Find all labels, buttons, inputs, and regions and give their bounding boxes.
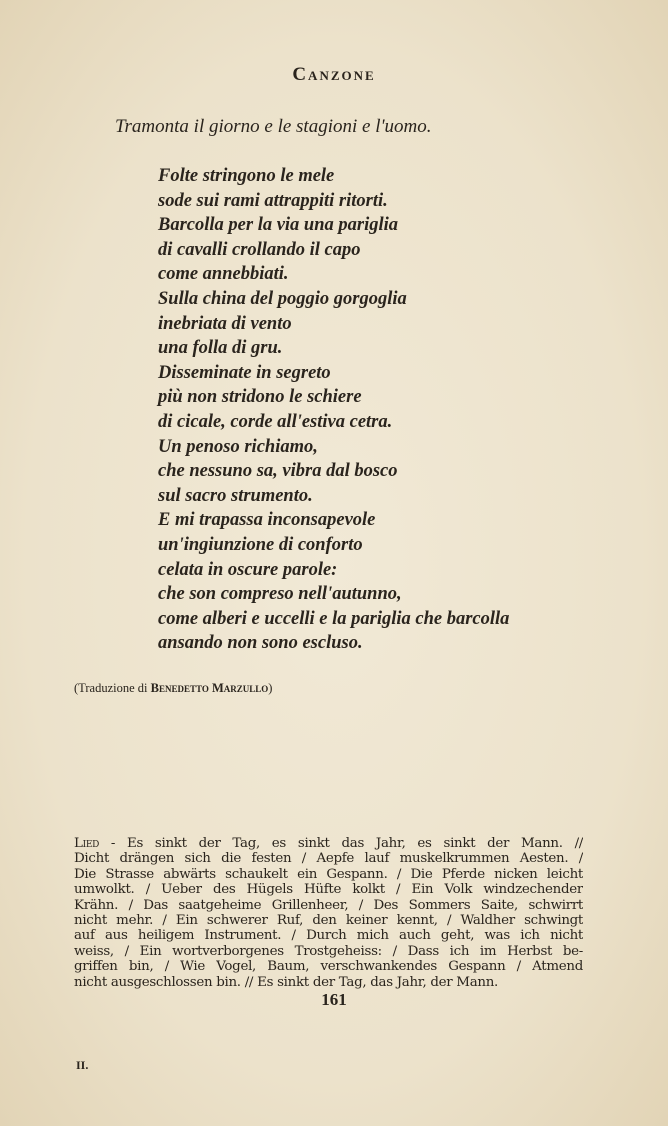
footnote-label: Lied bbox=[74, 836, 100, 851]
poem-line: Disseminate in segreto bbox=[158, 362, 331, 383]
footnote-line: auf aus heiligem Instrument. / Durch mich auch geht, was ich nicht bbox=[74, 928, 583, 944]
poem-title: Canzone bbox=[292, 64, 376, 85]
footnote-line: griffen bin, / Wie Vogel, Baum, verschwankendes Gespann / Atmend bbox=[74, 959, 583, 975]
poem-line: che nessuno sa, vibra dal bosco bbox=[158, 461, 398, 482]
poem-line: Un penoso richiamo, bbox=[158, 436, 318, 457]
footnote-line: weiss, / Ein wortverborgenes Trostgeheiss: / Dass ich im Herbst be- bbox=[74, 943, 583, 959]
footnote-line: Krähn. / Das saatgeheime Grillenheer, / Des Sommers Saite, schwirrt bbox=[74, 897, 583, 913]
poem-line: una folla di gru. bbox=[158, 338, 283, 359]
translation-prefix: (Traduzione di bbox=[74, 681, 148, 695]
footnote-line: nicht ausgeschlossen bin. // Es sinkt der Tag, das Jahr, der Mann. bbox=[74, 974, 499, 990]
footnote-line: nicht mehr. / Ein schwerer Ruf, den keiner kennt, / Waldher schwingt bbox=[74, 913, 583, 929]
translator-name: Benedetto Marzullo bbox=[150, 681, 269, 695]
footnote-line: Die Strasse abwärts schaukelt ein Gespann. / Die Pferde nicken leicht bbox=[74, 866, 583, 882]
poem-line: che son compreso nell'autunno, bbox=[158, 584, 402, 605]
poem-line: un'ingiunzione di conforto bbox=[158, 534, 363, 555]
poem-line: sode sui rami attrappiti ritorti. bbox=[158, 190, 388, 211]
footnote-text: - Es sinkt der Tag, es sinkt das Jahr, es sinkt der Mann. // bbox=[99, 836, 583, 851]
poem-line: come annebbiati. bbox=[158, 264, 289, 285]
poem-line: di cavalli crollando il capo bbox=[158, 239, 361, 260]
signature-mark: II. bbox=[76, 1058, 89, 1072]
poem-line: inebriata di vento bbox=[158, 313, 292, 334]
footnote-line: Dicht drängen sich die festen / Aepfe lauf muskelkrummen Aesten. / bbox=[74, 851, 583, 867]
poem-line: più non stridono le schiere bbox=[158, 387, 362, 408]
poem-line: ansando non sono escluso. bbox=[158, 633, 363, 654]
footnote bbox=[74, 836, 583, 990]
translation-credit bbox=[74, 681, 272, 696]
footnote-line: umwolkt. / Ueber des Hügels Hüfte kolkt / Ein Volk windzechender bbox=[74, 882, 583, 898]
poem-line: sul sacro strumento. bbox=[158, 485, 313, 506]
epigraph: Tramonta il giorno e le stagioni e l'uomo. bbox=[115, 116, 432, 137]
page-number: 161 bbox=[321, 990, 347, 1009]
poem-line: Barcolla per la via una pariglia bbox=[158, 215, 399, 236]
poem-line: Sulla china del poggio gorgoglia bbox=[158, 288, 407, 309]
poem-line: celata in oscure parole: bbox=[158, 559, 338, 580]
footnote-line bbox=[74, 836, 583, 851]
poem-body bbox=[158, 164, 509, 656]
poem-line: Folte stringono le mele bbox=[158, 166, 335, 186]
translation-suffix: ) bbox=[268, 681, 273, 695]
poem-line: come alberi e uccelli e la pariglia che barcolla bbox=[158, 608, 510, 629]
poem-line: di cicale, corde all'estiva cetra. bbox=[158, 411, 393, 432]
poem-line: E mi trapassa inconsapevole bbox=[158, 510, 376, 531]
